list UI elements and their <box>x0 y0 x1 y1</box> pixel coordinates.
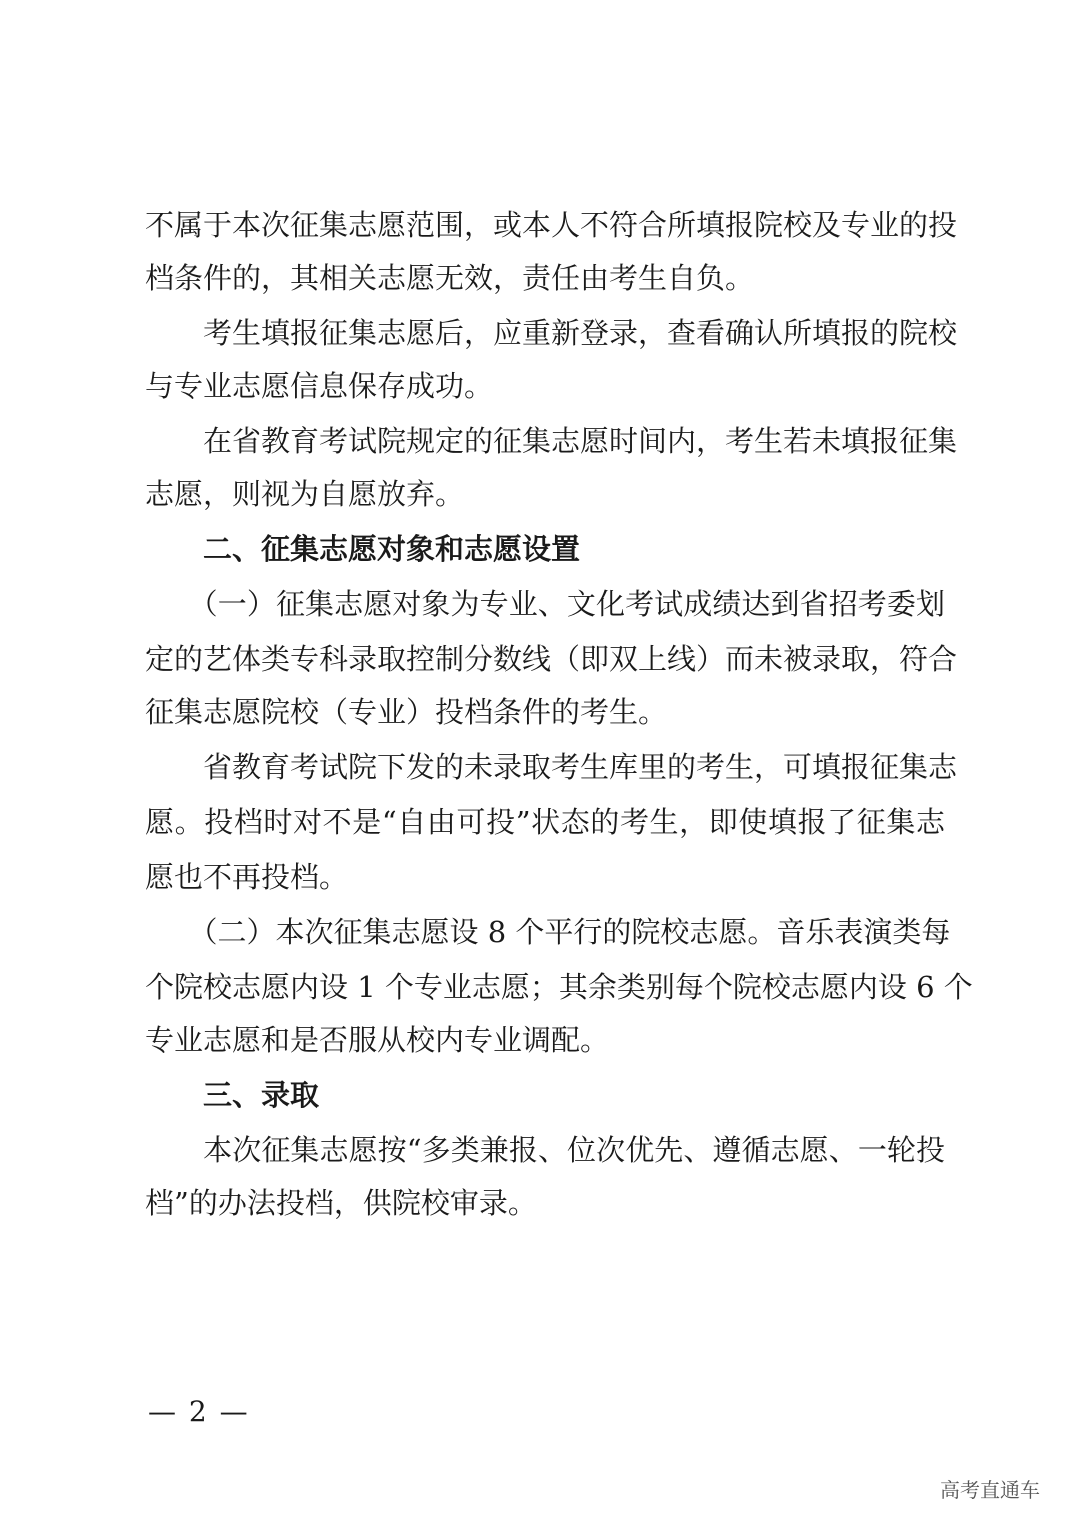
text-line: 专业志愿和是否服从校内专业调配。 <box>145 1023 610 1057</box>
text-line: 定的艺体类专科录取控制分数线（即双上线）而未被录取，符合 <box>145 642 958 676</box>
text-line: 档”的办法投档，供院校审录。 <box>145 1186 537 1220</box>
text-line: 本次征集志愿按“多类兼报、位次优先、遵循志愿、一轮投 <box>145 1133 945 1167</box>
text-line: 不属于本次征集志愿范围，或本人不符合所填报院校及专业的投 <box>145 208 958 242</box>
text-line: 个院校志愿内设 1 个专业志愿；其余类别每个院校志愿内设 6 个 <box>145 970 973 1004</box>
text-line: 愿。投档时对不是“自由可投”状态的考生，即使填报了征集志 <box>145 805 945 839</box>
text-line: （二）本次征集志愿设 8 个平行的院校志愿。音乐表演类每 <box>145 915 951 949</box>
watermark: 高考直通车 <box>940 1478 1040 1502</box>
section-heading: 三、录取 <box>145 1078 320 1112</box>
text-line: （一）征集志愿对象为专业、文化考试成绩达到省招考委划 <box>145 587 945 621</box>
text-line: 愿也不再投档。 <box>145 860 349 894</box>
text-line: 征集志愿院校（专业）投档条件的考生。 <box>145 695 668 729</box>
section-heading: 二、征集志愿对象和志愿设置 <box>145 532 581 566</box>
page-number: — 2 — <box>148 1395 250 1428</box>
text-line: 在省教育考试院规定的征集志愿时间内，考生若未填报征集 <box>145 424 958 458</box>
text-line: 与专业志愿信息保存成功。 <box>145 369 494 403</box>
text-line: 省教育考试院下发的未录取考生库里的考生，可填报征集志 <box>145 750 958 784</box>
text-line: 志愿，则视为自愿放弃。 <box>145 477 465 511</box>
text-line: 考生填报征集志愿后，应重新登录，查看确认所填报的院校 <box>145 316 958 350</box>
text-line: 档条件的，其相关志愿无效，责任由考生自负。 <box>145 261 755 295</box>
